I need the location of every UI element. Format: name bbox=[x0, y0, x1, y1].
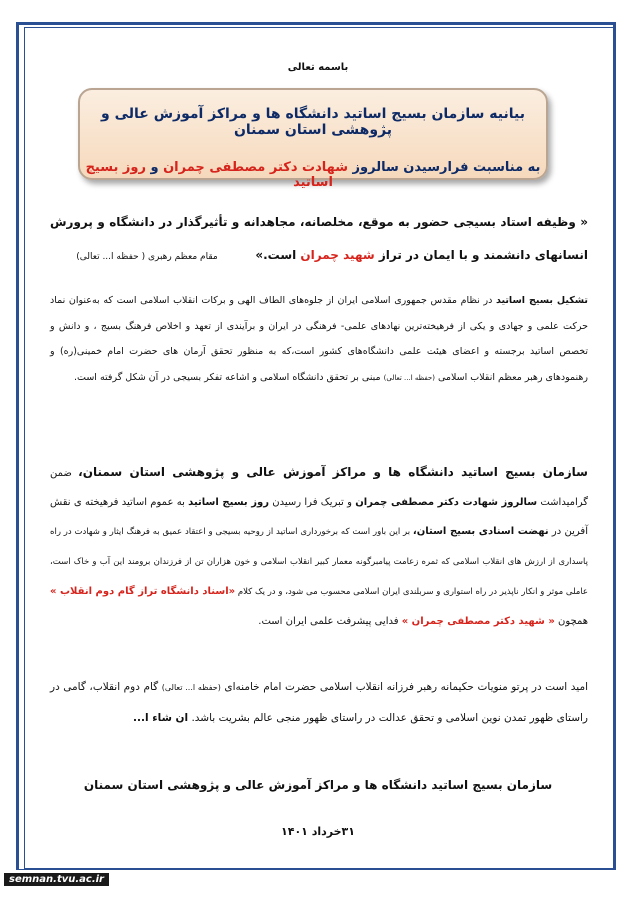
paragraph-2-text-1: ضمن گرامیداشت bbox=[50, 468, 589, 508]
banner-subtitle-part2: و bbox=[145, 160, 164, 175]
quote-text: « وظیفه استاد بسیجی حضور به موقع، مخلصانه، مجاهدانه و تأثیرگذار در دانشگاه و پرورش انسانهای دانشمند و با ایمان در تراز bbox=[50, 215, 588, 262]
banner-title: بیانیه سازمان بسیج اساتید دانشگاه ها و مراکز آموزش عالی و پژوهشی استان سمنان bbox=[101, 106, 525, 138]
banner-subtitle bbox=[80, 160, 546, 190]
paragraph-1-body-end: مبنی بر تحقق دانشگاه اسلامی و اشاعه تفکر بسیجی در آن شکل گرفته است. bbox=[74, 371, 384, 383]
paragraph-2-bold-1: سالروز شهادت دکتر مصطفی چمران bbox=[355, 497, 538, 508]
paragraph-1-body: در نظام مقدس جمهوری اسلامی ایران از جلوه‌های الطاف الهی و برکات انقلاب اسلامی است که به‌عنوان نماد حرکت علمی و جهادی و یکی از فرهیخته‌ترین نهادهای علمی- فرهنگی در ایران و برآیندی از تعهد و اخلاص فرهنگ بسیج ، و دانش و تخصص اساتید برجسته و اعضای هیئت علمی دانشگاه‌های کشور است،که به منظور تحقق آرمان های حضرت امام خمینی(ره) و رهنمودهای رهبر معظم انقلاب اسلامی bbox=[50, 295, 588, 383]
signature: سازمان بسیج اساتید دانشگاه ها و مراکز آموزش عالی و پژوهشی استان سمنان bbox=[83, 778, 553, 792]
paragraph-1-honorific: (حفظه ا... تعالی) bbox=[383, 373, 435, 382]
title-banner bbox=[78, 88, 548, 190]
paragraph-2-text-2: و تبریک فرا رسیدن bbox=[268, 497, 356, 508]
quote-end: است.» bbox=[255, 248, 301, 262]
paragraph-2-bold-2: روز بسیج اساتید bbox=[188, 497, 269, 508]
quote-attribution: مقام معظم رهبری ( حفظه ا... تعالی) bbox=[76, 252, 218, 262]
paragraph-2-text-4: بر این باور است که برخورداری اساتید از روحیه بسیجی و اعتقاد عمیق به فرهنگ ایثار و شهادت در راه پاسداری از ارزش های انقلاب اسلامی که ثمره زعامت پیامبرگونه معمار کبیر انقلاب اسلامی و خون هزاران تن از فرزندان برومند این آب و خاک است، عاملی موثر و انکار ناپذیر در راه استواری و سربلندی ایران اسلامی محسوب می شود، و در یک کلام bbox=[50, 527, 588, 597]
paragraph-2-lead: سازمان بسیج اساتید دانشگاه ها و مراکز آموزش عالی و پژوهشی استان سمنان، bbox=[78, 465, 588, 479]
paragraph-2-bold-3: نهضت اسنادی بسیج استان، bbox=[412, 526, 549, 537]
paragraph-3 bbox=[50, 672, 588, 733]
basmala: باسمه تعالی bbox=[287, 62, 349, 73]
paragraph-3-text-1: امید است در پرتو منویات حکیمانه رهبر فرزانه انقلاب اسلامی حضرت امام خامنه‌ای bbox=[220, 681, 588, 693]
paragraph-3-closing: ان شاء ا... bbox=[133, 712, 189, 724]
paragraph-2-text-5: همچون bbox=[554, 616, 588, 627]
quote-highlight: شهید چمران bbox=[300, 248, 375, 262]
banner-subtitle-highlight2: روز بسیج اساتید bbox=[85, 160, 333, 190]
paragraph-2-text-6: فدایی پیشرفت علمی ایران است. bbox=[258, 616, 402, 627]
paragraph-2-highlight-1: «اسناد دانشگاه تراز گام دوم انقلاب » bbox=[50, 586, 236, 597]
paragraph-2-text-3: به عموم اساتید فرهیخته ی نقش آفرین در bbox=[50, 497, 588, 537]
banner-subtitle-part1: به مناسبت فرارسیدن سالروز bbox=[348, 160, 541, 175]
paragraph-2 bbox=[50, 458, 588, 636]
paragraph-3-honorific: (حفظه ا... تعالی) bbox=[161, 683, 221, 692]
footer-website-link[interactable]: semnan.tvu.ac.ir bbox=[4, 873, 109, 886]
paragraph-2-highlight-2: « شهید دکتر مصطفی چمران » bbox=[401, 616, 555, 627]
leader-quote bbox=[50, 206, 588, 274]
paragraph-3-text-2: گام دوم انقلاب، گامی در راستای ظهور تمدن نوین اسلامی و تحقق عدالت در راستای ظهور منجی عالم بشریت باشد. bbox=[50, 681, 588, 724]
date: ۳۱خرداد ۱۴۰۱ bbox=[281, 825, 355, 838]
paragraph-1 bbox=[50, 288, 588, 391]
banner-subtitle-highlight1: شهادت دکتر مصطفی چمران bbox=[163, 160, 349, 175]
paragraph-1-lead: تشکیل بسیج اساتید bbox=[495, 295, 588, 306]
